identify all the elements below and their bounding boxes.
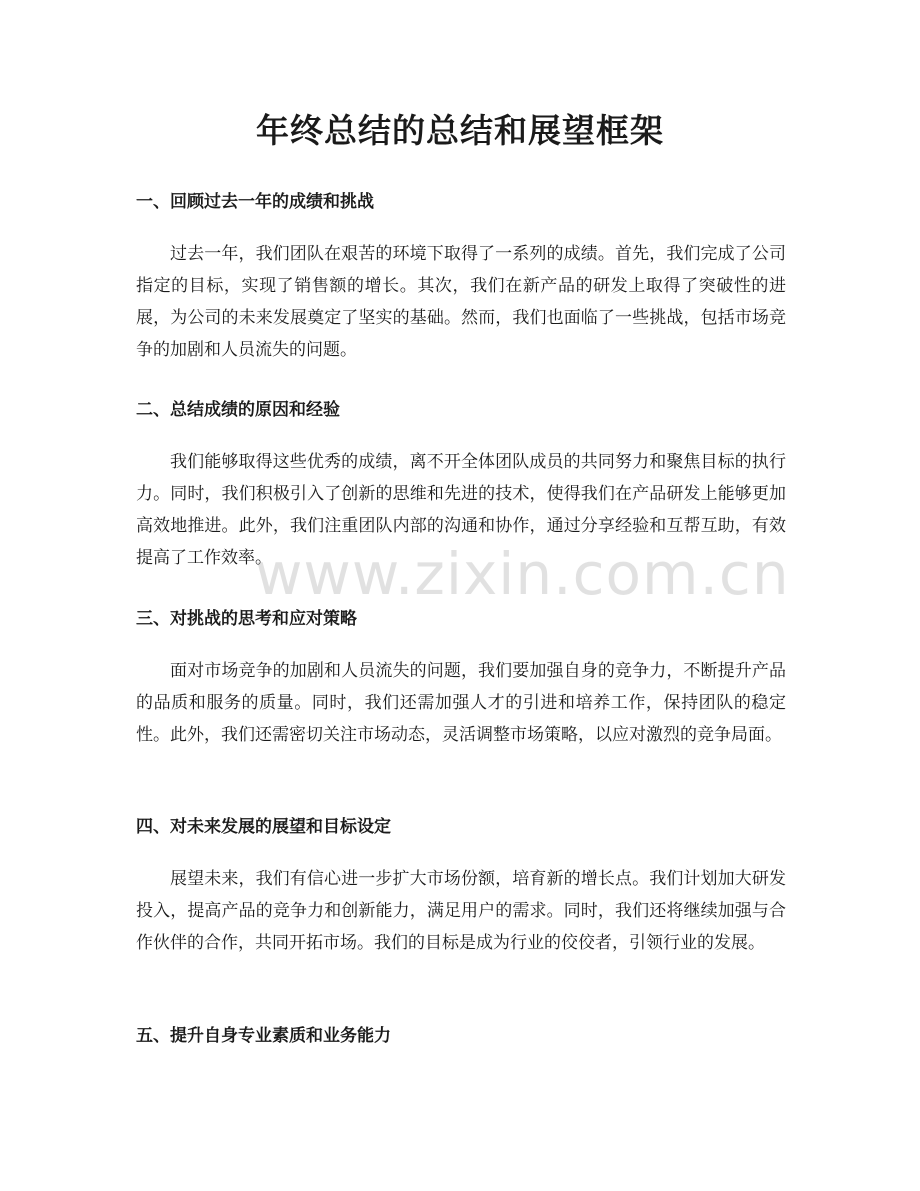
section-heading: 五、提升自身专业素质和业务能力 bbox=[136, 1026, 391, 1046]
section-paragraph: 展望未来，我们有信心进一步扩大市场份额，培育新的增长点。我们计划加大研发投入，提高产品的竞争力和创新能力，满足用户的需求。同时，我们还将继续加强与合作伙伴的合作，共同开拓市场。我们的目标是成为行业的佼佼者，引领行业的发展。 bbox=[136, 869, 786, 953]
section-paragraph: 我们能够取得这些优秀的成绩，离不开全体团队成员的共同努力和聚焦目标的执行力。同时，我们积极引入了创新的思维和先进的技术，使得我们在产品研发上能够更加高效地推进。此外，我们注重团队内部的沟通和协作，通过分享经验和互帮互助，有效提高了工作效率。 bbox=[136, 452, 786, 568]
section-5 bbox=[136, 1024, 786, 1048]
page-title: 年终总结的总结和展望框架 bbox=[256, 111, 664, 150]
section-paragraph: 过去一年，我们团队在艰苦的环境下取得了一系列的成绩。首先，我们完成了公司指定的目标，实现了销售额的增长。其次，我们在新产品的研发上取得了突破性的进展，为公司的未来发展奠定了坚实的基础。然而，我们也面临了一些挑战，包括市场竞争的加剧和人员流失的问题。 bbox=[136, 244, 786, 360]
section-4 bbox=[136, 815, 786, 959]
section-3 bbox=[136, 607, 786, 751]
section-paragraph: 面对市场竞争的加剧和人员流失的问题，我们要加强自身的竞争力，不断提升产品的品质和服务的质量。同时，我们还需加强人才的引进和培养工作，保持团队的稳定性。此外，我们还需密切关注市场动态，灵活调整市场策略，以应对激烈的竞争局面。 bbox=[136, 661, 786, 745]
section-heading: 二、总结成绩的原因和经验 bbox=[136, 400, 340, 420]
section-1 bbox=[136, 190, 786, 366]
section-heading: 三、对挑战的思考和应对策略 bbox=[136, 609, 357, 629]
watermark: www.zixin.com.cn bbox=[255, 540, 790, 608]
section-2 bbox=[136, 398, 786, 574]
section-heading: 四、对未来发展的展望和目标设定 bbox=[136, 817, 391, 837]
section-heading: 一、回顾过去一年的成绩和挑战 bbox=[136, 192, 374, 212]
